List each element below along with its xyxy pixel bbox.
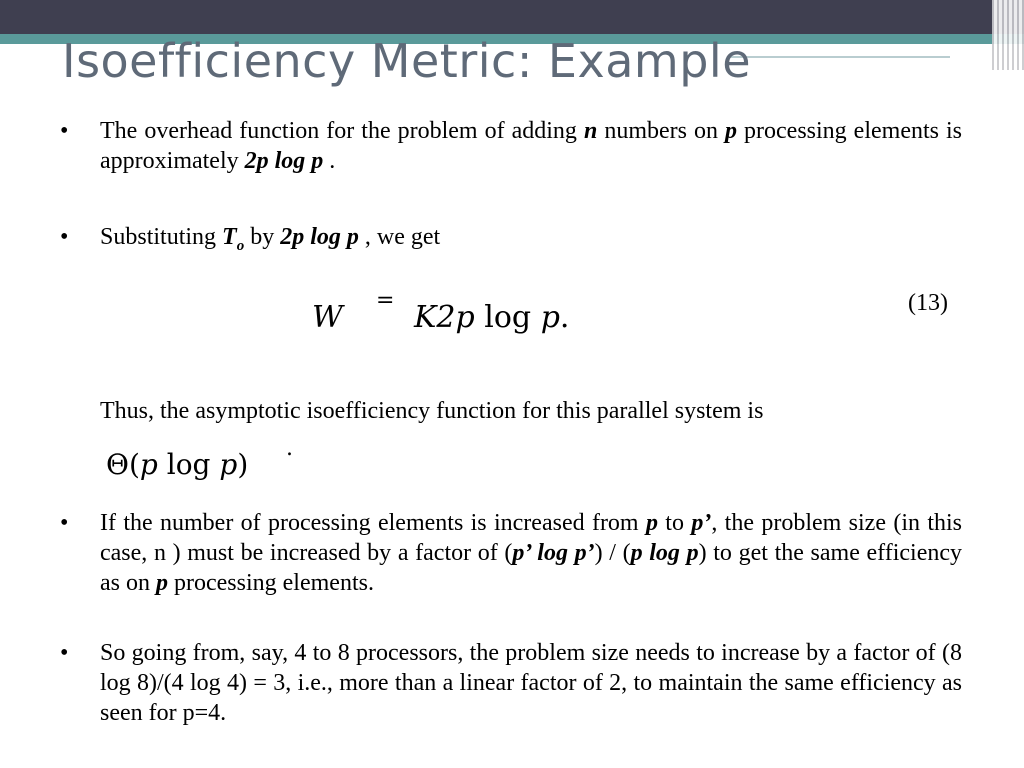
bullet-2-marker: • xyxy=(60,224,69,250)
isoefficiency-statement: Thus, the asymptotic isoefficiency function for this parallel system is xyxy=(100,398,764,424)
bullet-4-marker: • xyxy=(60,640,69,666)
bullet-4-text: So going from, say, 4 to 8 processors, the problem size needs to increase by a factor of (8 log 8)/(4 log 4) = 3, i.e., more than a linear factor of 2, to maintain the same efficiency as seen for p=4. xyxy=(100,640,962,726)
theta-expression: Θ(p log p) xyxy=(106,448,249,481)
bullet-1-marker: • xyxy=(60,118,69,144)
bullet-1-text: The overhead function for the problem of adding n numbers on p processing elements is approximately 2p log p . xyxy=(100,118,963,174)
equation-number: (13) xyxy=(908,290,948,316)
bullet-3-marker: • xyxy=(60,510,69,536)
slide-title: Isoefficiency Metric: Example xyxy=(62,34,752,88)
equation-rhs: K2p log p. xyxy=(414,300,570,335)
bullet-2-text: Substituting $T_o$ by 2p log p , we get xyxy=(100,224,441,254)
title-rule xyxy=(730,56,950,58)
corner-stripes xyxy=(992,0,1024,70)
bullet-3-text: If the number of processing elements is increased from p to p’, the problem size (in this case, n ) must be increased by a factor of (p’ log p’) / (p log p) to get the same efficiency as on p processing elements. xyxy=(100,510,963,596)
theta-period: . xyxy=(286,436,293,461)
equation-equals: = xyxy=(376,288,395,313)
equation-lhs: W xyxy=(312,300,343,335)
